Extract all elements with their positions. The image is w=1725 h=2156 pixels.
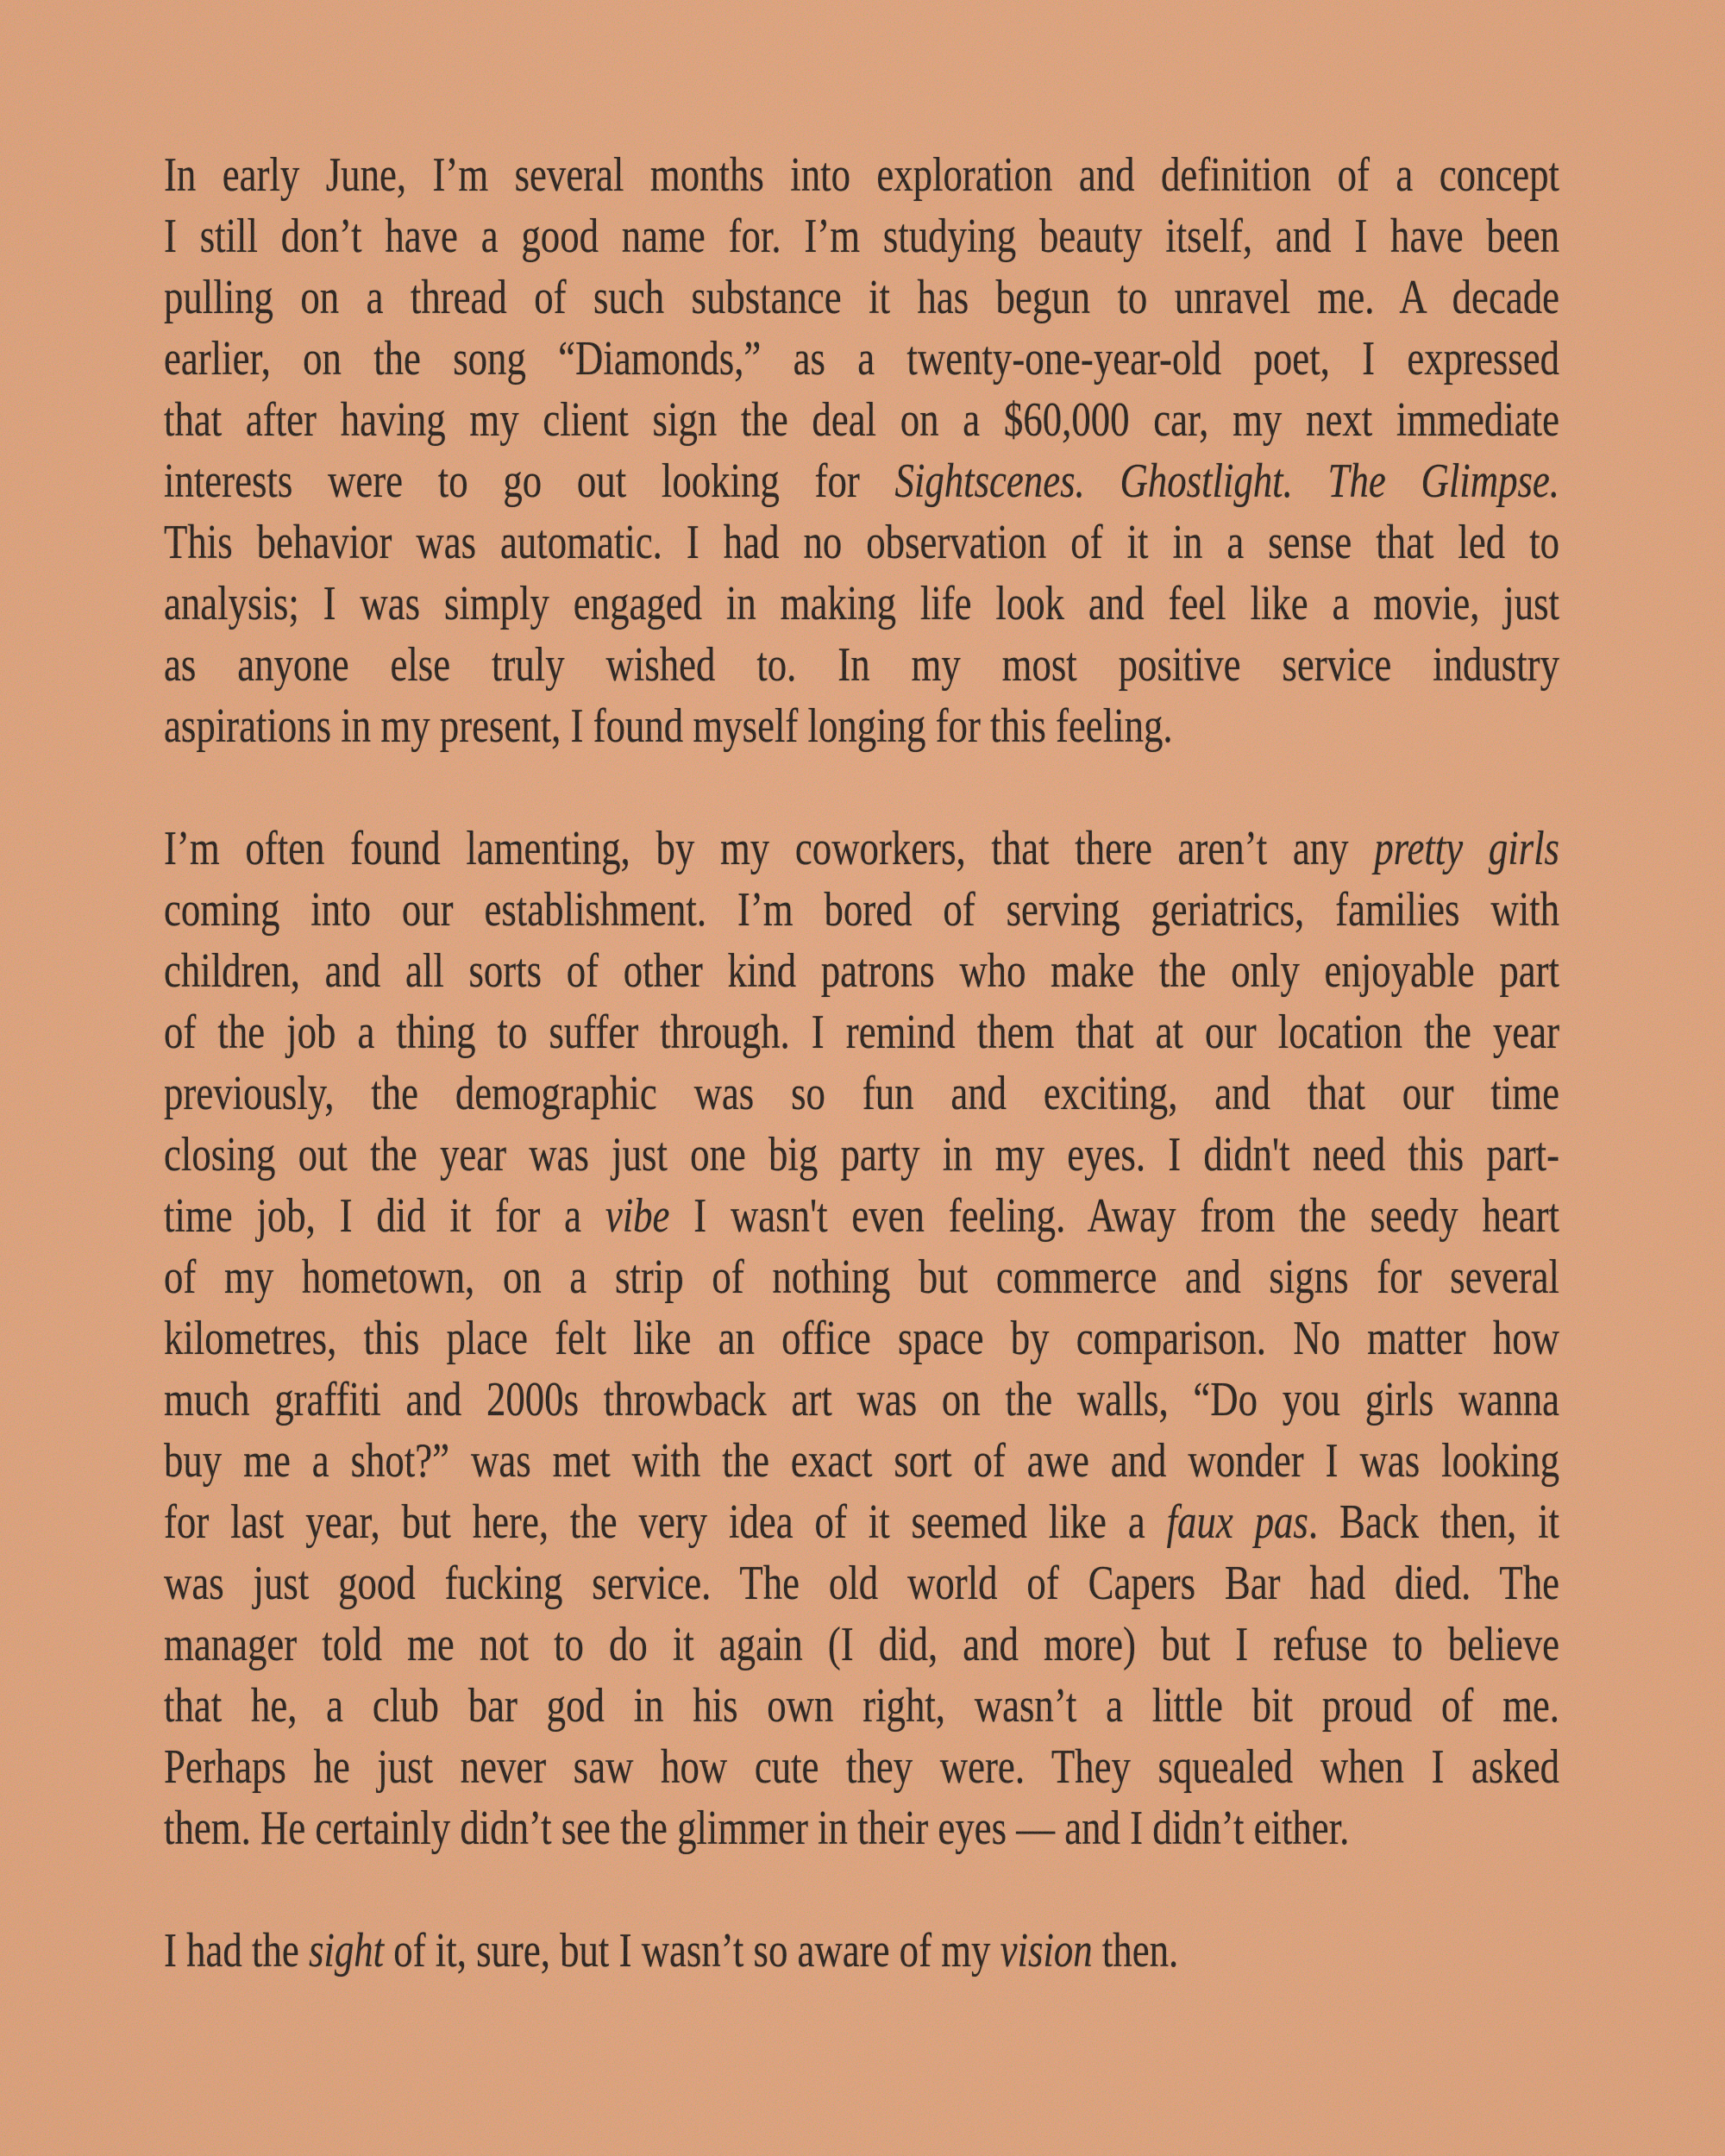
text-segment: kilometres, this place felt like an office space by comparison. No matter how <box>164 1312 1559 1365</box>
text-line <box>164 635 1559 696</box>
text-segment: that after having my client sign the deal on a $60,000 car, my next immediate <box>164 393 1559 447</box>
text-line <box>164 880 1559 941</box>
text-segment: earlier, on the song “Diamonds,” as a twenty-one-year-old poet, I expressed <box>164 332 1559 385</box>
paragraph <box>164 145 1559 757</box>
text-segment: of my hometown, on a strip of nothing but commerce and signs for several <box>164 1250 1559 1304</box>
text-segment: I still don’t have a good name for. I’m studying beauty itself, and I have been <box>164 210 1559 263</box>
text-line <box>164 329 1559 390</box>
text-line <box>164 145 1559 206</box>
text-segment: In early June, I’m several months into exploration and definition of a concept <box>164 148 1559 202</box>
text-segment: much graffiti and 2000s throwback art was on the walls, “Do you girls wanna <box>164 1373 1559 1426</box>
text-line <box>164 206 1559 267</box>
text-line <box>164 1002 1559 1063</box>
text-segment: aspirations in my present, I found myself longing for this feeling. <box>164 699 1173 753</box>
text-segment: then. <box>1092 1924 1179 1977</box>
text-segment: I wasn't even feeling. Away from the seedy heart <box>669 1189 1559 1243</box>
text-segment: closing out the year was just one big party in my eyes. I didn't need this part- <box>164 1128 1559 1181</box>
text-segment: for last year, but here, the very idea of it seemed like a <box>164 1495 1167 1549</box>
text-line <box>164 1737 1559 1798</box>
text-segment: I had the <box>164 1924 309 1977</box>
text-line <box>164 1676 1559 1737</box>
text-line <box>164 818 1559 880</box>
text-segment: coming into our establishment. I’m bored of serving geriatrics, families with <box>164 883 1559 937</box>
text-segment: was just good fucking service. The old world of Capers Bar had died. The <box>164 1557 1559 1610</box>
text-line <box>164 390 1559 451</box>
text-segment: of the job a thing to suffer through. I remind them that at our location the year <box>164 1006 1559 1059</box>
text-segment: interests were to go out looking for <box>164 454 895 508</box>
text-segment: This behavior was automatic. I had no observation of it in a sense that led to <box>164 516 1559 569</box>
text-line <box>164 696 1173 757</box>
text-line <box>164 1308 1559 1369</box>
text-segment: that he, a club bar god in his own right, wasn’t a little bit proud of me. <box>164 1679 1559 1733</box>
italic-text-segment: Sightscenes. Ghostlight. The Glimpse. <box>894 454 1560 508</box>
text-line <box>164 1553 1559 1614</box>
text-line <box>164 1614 1559 1676</box>
text-segment: as anyone else truly wished to. In my most positive service industry <box>164 638 1559 692</box>
text-line <box>164 1247 1559 1308</box>
text-line <box>164 1798 1349 1859</box>
text-segment: pulling on a thread of such substance it has begun to unravel me. A decade <box>164 271 1559 324</box>
paragraph <box>164 818 1559 1859</box>
text-line <box>164 267 1559 329</box>
text-line <box>164 1369 1559 1431</box>
italic-text-segment: faux pas <box>1166 1495 1308 1549</box>
italic-text-segment: vibe <box>605 1189 670 1243</box>
text-segment: analysis; I was simply engaged in making life look and feel like a movie, just <box>164 577 1559 630</box>
text-segment: . Back then, it <box>1308 1495 1560 1549</box>
italic-text-segment: sight <box>308 1924 385 1977</box>
text-line <box>164 1063 1559 1125</box>
text-line <box>164 512 1559 573</box>
text-segment: manager told me not to do it again (I did, and more) but I refuse to believe <box>164 1618 1559 1671</box>
text-segment: them. He certainly didn’t see the glimmer in their eyes — and I didn’t either. <box>164 1802 1350 1855</box>
text-segment: Perhaps he just never saw how cute they were. They squealed when I asked <box>164 1740 1559 1794</box>
paragraph <box>164 1921 1559 1982</box>
text-line <box>164 1492 1559 1553</box>
text-line <box>164 1431 1559 1492</box>
italic-text-segment: vision <box>1000 1924 1093 1977</box>
text-segment: buy me a shot?” was met with the exact sort of awe and wonder I was looking <box>164 1434 1559 1488</box>
text-segment: children, and all sorts of other kind patrons who make the only enjoyable part <box>164 944 1559 998</box>
text-line <box>164 941 1559 1002</box>
text-segment: time job, I did it for a <box>164 1189 605 1243</box>
text-line <box>164 1186 1559 1247</box>
text-page <box>164 145 1559 1982</box>
text-segment: previously, the demographic was so fun and exciting, and that our time <box>164 1067 1559 1120</box>
text-line <box>164 1921 1178 1982</box>
italic-text-segment: pretty girls <box>1374 822 1559 875</box>
text-segment: of it, sure, but I wasn’t so aware of my <box>384 1924 1000 1977</box>
text-line <box>164 573 1559 635</box>
text-line <box>164 1125 1559 1186</box>
text-segment: I’m often found lamenting, by my coworkers, that there aren’t any <box>164 822 1375 875</box>
text-line <box>164 451 1559 512</box>
